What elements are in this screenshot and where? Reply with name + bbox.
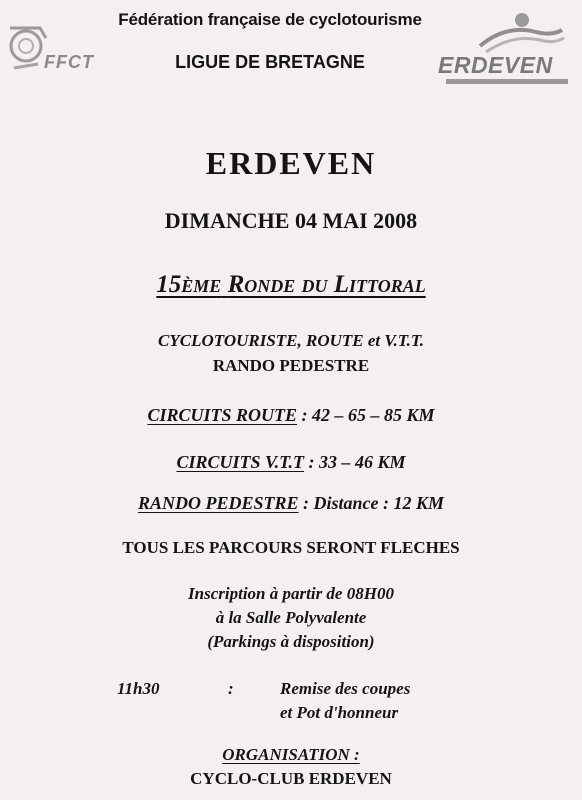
event-name <box>0 271 582 299</box>
circuit-route <box>0 405 582 426</box>
inscription-line: Inscription à partir de 08H00 <box>188 584 394 603</box>
edition-number: 15ème <box>156 271 222 298</box>
event-date: DIMANCHE 04 MAI 2008 <box>164 208 418 233</box>
ffct-logo-text: FFCT <box>44 52 94 72</box>
federation-title: Fédération française de cyclotourisme <box>118 10 422 29</box>
awards-line1: Remise des coupes <box>280 679 411 698</box>
notice-text: TOUS LES PARCOURS SERONT FLECHES <box>122 538 460 557</box>
inscription-line: (Parkings à disposition) <box>207 632 375 651</box>
event-type-line2: RANDO PEDESTRE <box>212 356 370 375</box>
organisation-label: ORGANISATION : <box>222 745 360 764</box>
cyclist-icon <box>0 8 110 88</box>
edition-name: Ronde du Littoral <box>227 271 426 298</box>
circuit-label: RANDO PEDESTRE <box>137 493 299 513</box>
event-type-line1: CYCLOTOURISTE, ROUTE et V.T.T. <box>158 331 424 350</box>
circuit-value: : 42 – 65 – 85 KM <box>297 405 435 425</box>
organisation-club: CYCLO-CLUB ERDEVEN <box>190 769 392 788</box>
circuit-value: : 33 – 46 KM <box>304 452 406 472</box>
circuit-value: : Distance : 12 KM <box>298 493 445 513</box>
circuit-vtt <box>0 452 582 473</box>
league-title: LIGUE DE BRETAGNE <box>175 52 365 72</box>
circuit-label: CIRCUITS ROUTE <box>147 405 298 425</box>
erdeven-logo-text: ERDEVEN <box>438 52 553 78</box>
erdeven-logo <box>436 6 576 102</box>
wave-emblem-icon <box>436 6 576 56</box>
inscription-line: à la Salle Polyvalente <box>215 608 367 627</box>
ffct-logo <box>0 8 110 88</box>
town-title: ERDEVEN <box>205 145 377 181</box>
circuit-rando <box>0 493 582 514</box>
circuit-label: CIRCUITS V.T.T <box>176 452 305 472</box>
awards-separator: : <box>228 679 234 698</box>
awards-line2: et Pot d'honneur <box>280 703 399 722</box>
awards-time: 11h30 <box>117 679 160 698</box>
logo-bar <box>446 79 568 84</box>
